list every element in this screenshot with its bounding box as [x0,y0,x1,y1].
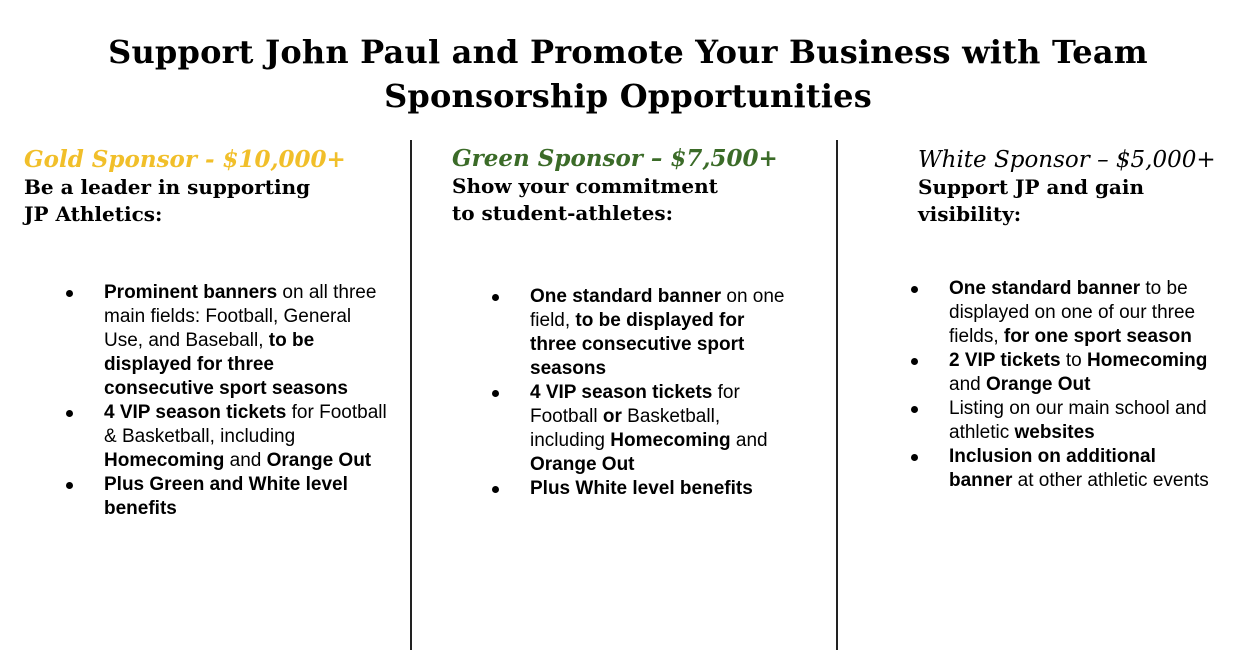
green-tier-title: Green Sponsor – $7,500+ [452,145,778,172]
gold-tagline-line: JP Athletics: [24,202,163,226]
page-title: Support John Paul and Promote Your Business with Team Sponsorship Opportunities [108,33,1148,115]
benefit-text: on all three main fields: Football, General Use, and Baseball, [104,282,377,351]
benefit-text-bold: Plus White level benefits [530,478,753,499]
benefit-text-bold: to be displayed for three consecutive sport seasons [530,310,745,379]
benefit-text: Basketball, including [530,406,721,451]
benefit-text-bold: Orange Out [530,454,635,475]
benefit-text-bold: Prominent banners [104,282,278,303]
bullet-icon [492,390,499,397]
benefit-item [949,277,1219,349]
bullet-icon [911,358,918,365]
benefit-item [104,473,389,521]
green-tagline-line: to student-athletes: [452,201,674,225]
benefit-text-bold: websites [1014,422,1095,443]
benefit-text-bold: 4 VIP season tickets [104,402,287,423]
benefit-text: Listing on our main school and athletic [949,398,1207,443]
benefit-item [949,349,1219,397]
benefit-item [949,397,1219,445]
column-divider [410,140,412,650]
bullet-icon [911,454,918,461]
benefit-item [104,401,389,473]
white-benefits-list [949,277,1219,493]
benefit-text: and [224,450,267,471]
benefit-text-bold: Homecoming [610,430,731,451]
benefit-item [530,381,790,477]
benefit-text-bold: Plus Green and White level benefits [104,474,348,519]
white-tagline-line: Support JP and gain [918,175,1145,199]
benefit-text-bold: 4 VIP season tickets [530,382,713,403]
benefit-text-bold: to be displayed for three consecutive sport seasons [104,330,348,399]
benefit-text: for Football [530,382,740,427]
gold-sponsor-header [24,146,404,228]
white-sponsor-header [918,146,1248,228]
white-tagline-line: visibility: [918,202,1022,226]
benefit-item [530,285,790,381]
gold-benefits-list [104,281,389,521]
gold-tier-title: Gold Sponsor - $10,000+ [24,146,346,173]
white-tier-title: White Sponsor – $5,000+ [918,147,1216,173]
green-tagline-line: Show your commitment [452,174,718,198]
benefit-text-bold: Homecoming [1087,350,1208,371]
benefit-text-bold: or [602,406,622,427]
bullet-icon [66,482,73,489]
benefit-text: to [1060,350,1088,371]
benefit-text-bold: Inclusion on additional banner [949,446,1156,491]
bullet-icon [66,410,73,417]
benefit-text-bold: 2 VIP tickets [949,350,1061,371]
bullet-icon [66,290,73,297]
bullet-icon [492,294,499,301]
benefit-item [949,445,1219,493]
bullet-icon [911,286,918,293]
benefit-text-bold: Homecoming [104,450,225,471]
green-benefits-list [530,285,790,501]
benefit-text-bold: Orange Out [266,450,372,471]
benefit-text-bold: Orange Out [985,374,1091,395]
benefit-text-bold: for one sport season [1003,326,1192,347]
green-sponsor-header [452,145,832,227]
bullet-icon [492,486,499,493]
benefit-item [104,281,389,401]
bullet-icon [911,406,918,413]
benefit-item [530,477,790,501]
benefit-text-bold: One standard banner [530,286,722,307]
benefit-text: and [730,430,768,451]
benefit-text: at other athletic events [1012,470,1209,491]
gold-tagline-line: Be a leader in supporting [24,175,311,199]
benefit-text: on one field, [530,286,785,331]
benefit-text: for Football & Basketball, including [104,402,387,447]
benefit-text-bold: One standard banner [949,278,1141,299]
column-divider [836,140,838,650]
benefit-text: to be displayed on one of our three fields, [949,278,1196,347]
benefit-text: and [949,374,986,395]
